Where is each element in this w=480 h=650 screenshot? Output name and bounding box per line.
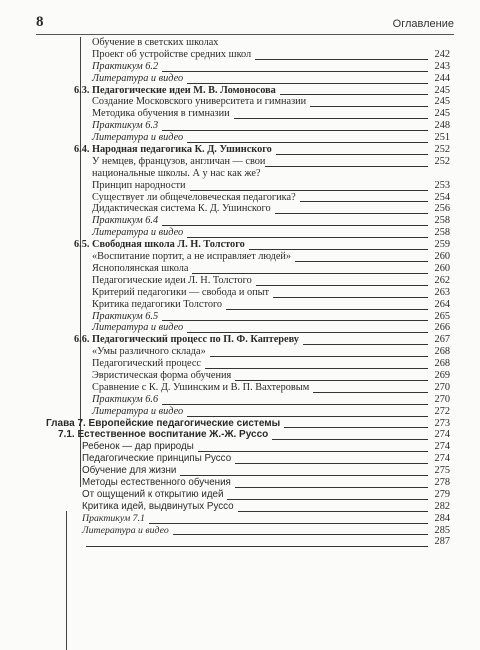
toc-leader-line [162,225,428,226]
toc-entry-page: 243 [434,60,450,72]
toc-leader-line [273,297,428,298]
toc-entry[interactable] [0,322,480,334]
toc-entry[interactable] [0,465,480,477]
toc-leader-line [238,511,428,512]
toc-leader-line [295,261,428,262]
toc-entry-title: Критерий педагогики — свобода и опыт [92,286,270,298]
toc-entry[interactable] [0,239,480,251]
toc-leader-line [275,213,428,214]
toc-entry-title: 6.3. Педагогические идеи М. В. Ломоносова [74,84,276,96]
toc-entry[interactable] [0,513,480,525]
toc-leader-line [187,142,428,143]
toc-entry-title: Создание Московского университета и гимназии [92,96,307,108]
toc-entry[interactable] [0,108,480,120]
toc-entry-page: 279 [434,488,450,500]
toc-entry-page: 258 [434,215,450,227]
toc-entry-title: Обучение в светских школах [92,37,219,48]
toc-entry[interactable] [0,441,480,453]
toc-leader-line [235,487,428,488]
toc-leader-line [256,285,428,286]
toc-entry[interactable] [0,156,480,180]
toc-entry-title: Практикум 6.6 [92,393,159,405]
toc-leader-line [235,463,428,464]
toc-entry-page: 258 [434,227,450,239]
toc-entry-title: Педагогический процесс [92,358,201,370]
toc-entry-page: 260 [434,251,450,263]
toc-entry-title: Эвристическая форма обучения [92,369,232,381]
toc-leader-line [162,71,428,72]
toc-entry[interactable] [0,275,480,287]
toc-entry[interactable] [0,37,480,49]
toc-entry-title: Литература и видео [92,322,184,334]
toc-entry-title: Литература и видео [92,227,184,239]
toc-entry-page: 248 [434,120,450,132]
toc-entry-page: 245 [434,108,450,120]
toc-entry-page: 268 [434,358,450,370]
toc-entry[interactable] [0,96,480,108]
toc-entry-title: Педагогические принципы Руссо [82,453,232,465]
toc-entry[interactable] [0,382,480,394]
toc-entry-title: «Воспитание портит, а не исправляет людей» [92,251,292,263]
toc-entry-title: Практикум 6.5 [92,310,159,322]
toc-entry[interactable] [0,429,480,441]
toc-leader-line [205,368,428,369]
toc-leader-line [187,237,428,238]
toc-leader-line [255,59,428,60]
toc-entry-title: Критика педагогики Толстого [92,298,223,310]
table-of-contents [0,37,480,548]
toc-entry-title: Педагогические идеи Л. Н. Толстого [92,274,252,286]
toc-entry-title: Проект об устройстве средних школ [92,48,252,60]
toc-entry-page: 282 [434,500,450,512]
toc-entry-page: 265 [434,310,450,322]
toc-leader-line [180,475,428,476]
toc-entry[interactable] [0,501,480,513]
toc-entry-title: «Умы различного склада» [92,346,206,358]
toc-leader-line [265,166,428,167]
toc-entry-page: 274 [434,453,450,465]
toc-entry-title: 6.5. Свободная школа Л. Н. Толстого [74,239,245,251]
toc-entry[interactable] [0,263,480,275]
toc-entry-page: 284 [434,512,450,524]
toc-entry[interactable] [0,536,480,548]
toc-entry[interactable] [0,61,480,73]
toc-entry-page: 254 [434,191,450,203]
toc-entry-page: 259 [434,239,450,251]
toc-entry[interactable] [0,477,480,489]
toc-leader-line [303,344,428,345]
toc-entry-title: Сравнение с К. Д. Ушинским и В. П. Вахтеровым [92,381,310,393]
toc-entry-title: Литература и видео [92,132,184,144]
toc-entry-page: 256 [434,203,450,215]
toc-entry-page: 269 [434,369,450,381]
toc-entry[interactable] [0,489,480,501]
toc-leader-line [300,201,428,202]
toc-leader-line [235,380,428,381]
running-title: Оглавление [392,18,454,30]
toc-entry[interactable] [0,453,480,465]
toc-entry-page: 263 [434,286,450,298]
toc-entry-title: 6.6. Педагогический процесс по П. Ф. Каптереву [74,334,299,346]
toc-leader-line [284,427,428,428]
toc-entry-title: Обучение для жизни [82,465,177,477]
toc-entry-page: 253 [434,179,450,191]
toc-leader-line [313,392,428,393]
toc-leader-line [149,523,428,524]
toc-entry-page: 252 [434,155,450,167]
toc-leader-line [187,416,428,417]
toc-entry-title: Методика обучения в гимназии [92,108,230,120]
toc-entry-page: 242 [434,48,450,60]
toc-entry[interactable] [0,203,480,215]
toc-leader-line [192,273,428,274]
toc-entry-title: Критика идей, выдвинутых Руссо [82,500,234,512]
toc-entry-title: Литература и видео [82,524,169,536]
toc-entry[interactable] [0,49,480,61]
toc-entry[interactable] [0,180,480,192]
toc-entry-title: Ребенок — дар природы [82,441,194,453]
toc-leader-line [187,83,428,84]
toc-entry-title: Дидактическая система К. Д. Ушинского [92,203,271,215]
toc-entry[interactable] [0,525,480,537]
toc-entry-title: Практикум 7.1 [82,512,145,524]
toc-entry[interactable] [0,358,480,370]
toc-entry-title: Практикум 6.3 [92,120,159,132]
toc-entry[interactable] [0,215,480,227]
toc-leader-line [162,404,428,405]
toc-leader-line [187,332,428,333]
toc-entry-page: 273 [434,417,450,429]
toc-entry[interactable] [0,370,480,382]
toc-entry[interactable] [0,132,480,144]
toc-leader-line [249,249,428,250]
toc-entry[interactable] [0,144,480,156]
toc-entry-page: 268 [434,346,450,358]
toc-entry-page: 267 [434,334,450,346]
toc-entry-title: Литература и видео [92,72,184,84]
toc-entry-page: 266 [434,322,450,334]
toc-entry-title: Принцип народности [92,179,186,191]
toc-entry[interactable] [0,394,480,406]
toc-leader-line [162,130,428,131]
toc-entry[interactable] [0,120,480,132]
toc-entry-title: 6.4. Народная педагогика К. Д. Ушинского [74,144,272,156]
toc-entry[interactable] [0,334,480,346]
toc-entry-title: От ощущений к открытию идей [82,488,224,500]
toc-entry-title: Методы естественного обучения [82,476,231,488]
toc-leader-line [226,309,428,310]
toc-entry-page: 272 [434,405,450,417]
toc-leader-line [276,154,428,155]
toc-entry-page: 244 [434,72,450,84]
toc-entry[interactable] [0,346,480,358]
toc-leader-line [210,356,428,357]
toc-entry-title: Яснополянская школа [92,262,189,274]
toc-entry-page: 251 [434,132,450,144]
toc-entry-title: 7.1. Естественное воспитание Ж.-Ж. Руссо [58,429,269,441]
toc-entry-page: 245 [434,96,450,108]
toc-entry[interactable] [0,406,480,418]
toc-entry-title: Практикум 6.2 [92,60,159,72]
toc-leader-line [310,106,428,107]
toc-leader-line [173,534,428,535]
toc-leader-line [86,546,428,547]
toc-entry-page: 285 [434,524,450,536]
toc-entry[interactable] [0,418,480,430]
toc-entry-page: 275 [434,465,450,477]
page-number: 8 [36,14,44,30]
toc-entry-page: 274 [434,429,450,441]
toc-entry-page: 262 [434,274,450,286]
toc-entry-page: 245 [434,84,450,96]
toc-entry[interactable] [0,192,480,204]
toc-entry[interactable] [0,287,480,299]
toc-leader-line [272,439,428,440]
toc-entry[interactable] [0,73,480,85]
toc-entry-title: У немцев, французов, англичан — свои национальные школы. А у нас как же? [92,155,266,179]
toc-entry[interactable] [0,227,480,239]
toc-entry-page: 278 [434,476,450,488]
toc-entry-page: 274 [434,441,450,453]
toc-leader-line [227,499,428,500]
toc-entry-title: Существует ли общечеловеческая педагогика? [92,191,296,203]
toc-entry[interactable] [0,311,480,323]
toc-entry-page: 264 [434,298,450,310]
toc-entry-title: Глава 7. Европейские педагогические системы [46,417,281,429]
toc-entry-title: Литература и видео [92,405,184,417]
toc-entry[interactable] [0,251,480,263]
toc-leader-line [280,94,428,95]
toc-leader-line [190,190,428,191]
toc-entry-title: Практикум 6.4 [92,215,159,227]
toc-leader-line [162,320,428,321]
toc-entry-page: 287 [434,536,450,548]
toc-entry[interactable] [0,85,480,97]
toc-entry-page: 252 [434,144,450,156]
toc-entry-page: 270 [434,393,450,405]
toc-entry-page: 270 [434,381,450,393]
toc-entry[interactable] [0,299,480,311]
page-header [36,14,454,35]
toc-entry-page: 260 [434,262,450,274]
toc-leader-line [234,118,428,119]
toc-leader-line [198,451,428,452]
